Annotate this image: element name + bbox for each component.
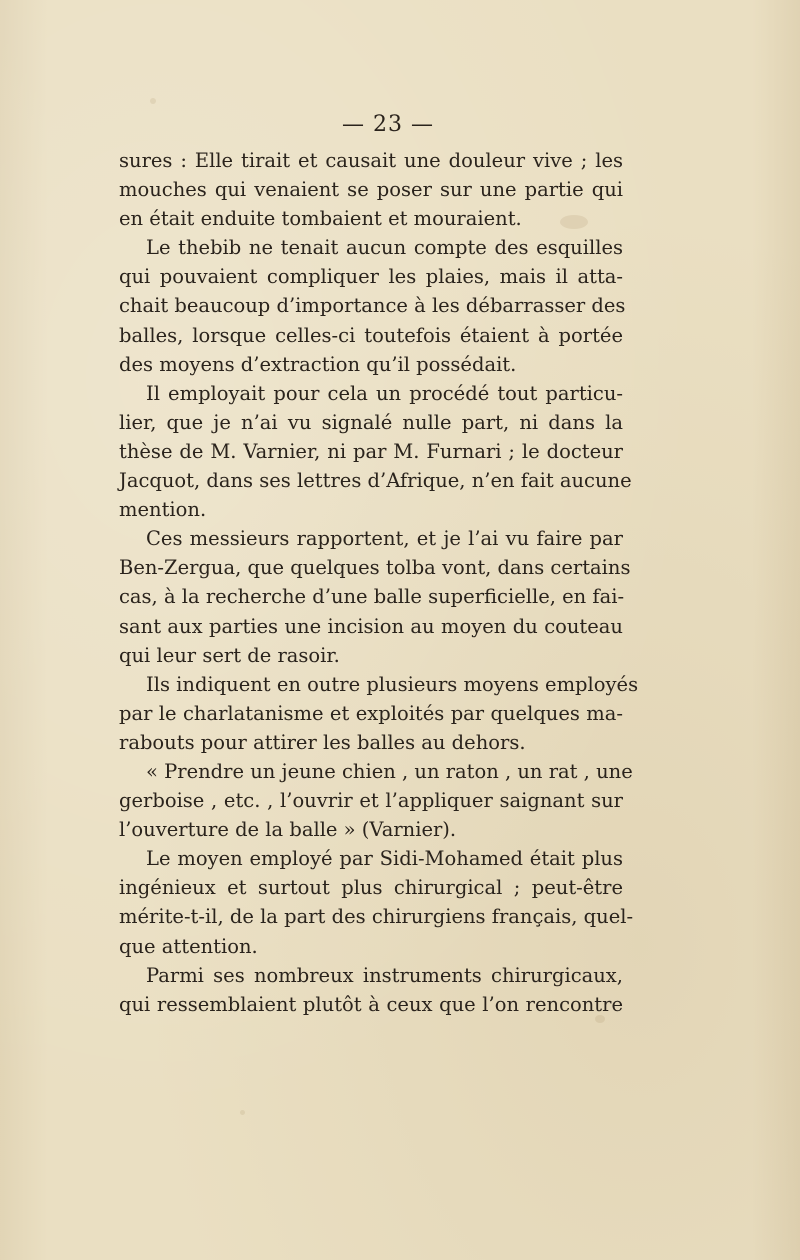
text-line: ingénieux et surtout plus chirurgical ; peut-être bbox=[119, 876, 623, 900]
text-line: par le charlatanisme et exploités par quelques ma- bbox=[119, 701, 623, 725]
text-line: sant aux parties une incision au moyen du couteau bbox=[119, 614, 623, 638]
paper-stain bbox=[150, 98, 156, 104]
text-line: qui leur sert de rasoir. bbox=[119, 643, 340, 667]
text-line: thèse de M. Varnier, ni par M. Furnari ; le docteur bbox=[119, 439, 623, 463]
text-line: mention. bbox=[119, 498, 207, 522]
text-line: balles, lorsque celles-ci toutefois étaient à portée bbox=[119, 323, 623, 347]
text-line: gerboise , etc. , l’ouvrir et l’appliquer saignant sur bbox=[119, 789, 623, 813]
text-line: mouches qui venaient se poser sur une partie qui bbox=[119, 178, 623, 202]
text-line: mérite-t-il, de la part des chirurgiens français, quel- bbox=[119, 905, 634, 929]
text-line: Parmi ses nombreux instruments chirurgicaux, bbox=[146, 963, 623, 987]
text-line: l’ouverture de la balle » (Varnier). bbox=[119, 818, 457, 842]
text-line: rabouts pour attirer les balles au dehors. bbox=[119, 730, 526, 754]
text-line: Ben-Zergua, que quelques tolba vont, dans certains bbox=[119, 556, 631, 580]
text-line: qui pouvaient compliquer les plaies, mais il atta- bbox=[119, 265, 623, 289]
text-line: Il employait pour cela un procédé tout particu- bbox=[146, 381, 623, 405]
text-line: lier, que je n’ai vu signalé nulle part, ni dans la bbox=[119, 410, 623, 434]
text-line: en était enduite tombaient et mouraient. bbox=[119, 207, 522, 231]
text-line: Le moyen employé par Sidi-Mohamed était plus bbox=[146, 847, 623, 871]
page-number: — 23 — bbox=[342, 112, 434, 137]
text-line: des moyens d’extraction qu’il possédait. bbox=[119, 352, 517, 376]
body-text bbox=[119, 146, 639, 1019]
text-line: Ils indiquent en outre plusieurs moyens employés bbox=[146, 672, 639, 696]
text-line: Le thebib ne tenait aucun compte des esquilles bbox=[146, 236, 623, 260]
text-line: sures : Elle tirait et causait une douleur vive ; les bbox=[119, 149, 623, 172]
paper-stain bbox=[240, 1110, 245, 1115]
text-line: chait beaucoup d’importance à les débarrasser des bbox=[119, 294, 626, 318]
text-line: Jacquot, dans ses lettres d’Afrique, n’en fait aucune bbox=[119, 469, 632, 493]
text-line: qui ressemblaient plutôt à ceux que l’on rencontre bbox=[119, 992, 623, 1016]
text-line: cas, à la recherche d’une balle superficielle, en fai- bbox=[119, 585, 625, 609]
text-line: « Prendre un jeune chien , un raton , un rat , une bbox=[146, 759, 633, 783]
text-line: Ces messieurs rapportent, et je l’ai vu faire par bbox=[146, 527, 623, 551]
text-line: que attention. bbox=[119, 934, 258, 958]
